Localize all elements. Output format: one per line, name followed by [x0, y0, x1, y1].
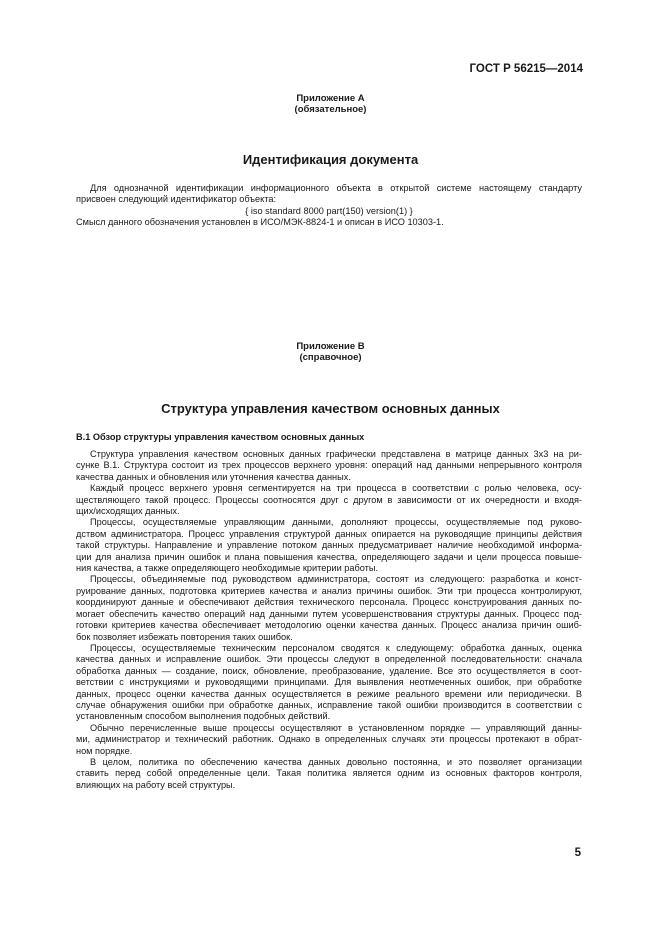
appendix-a-body: [76, 183, 582, 229]
text-line: ния качества, а также определяющего необходимые критерии работы.: [76, 563, 379, 574]
text-line: данных, процесс оценки качества данных осуществляется в режиме реального времени или периодически. В: [76, 688, 582, 699]
text-line: качества данных и исправление ошибок. Эти процессы следуют в определенной последовательности: сначала: [76, 654, 582, 665]
text-line: Процессы, осуществляемые техническим персоналом сводятся к следующему: обработка данных, оценка: [90, 642, 582, 653]
text-line: обработка данных — создание, поиск, обновление, преобразование, удаление. Все это осуществляется в соот-: [76, 665, 582, 676]
text-line: щих/исходящих данных.: [76, 506, 180, 517]
text-line: бок позволяет избежать повторения таких ошибок.: [76, 631, 293, 642]
standard-number: ГОСТ Р 56215—2014: [469, 63, 583, 75]
appendix-b-title: Приложение В: [296, 341, 365, 352]
text-line: присвоен следующий идентификатор объекта:: [76, 194, 277, 205]
appendix-b-heading: Структура управления качеством основных данных: [161, 401, 500, 416]
text-line: руирование данных, подготовка критериев качества и анализ причины ошибок. Эти три процесса контролируют,: [76, 585, 582, 596]
text-line: сунке В.1. Структура состоит из трех процессов верхнего уровня: операций над данными непрерывного контроля: [76, 460, 582, 471]
text-line: Процессы, осуществляемые управляющим данными, дополняют процессы, осуществляемые под руково-: [90, 517, 582, 528]
text-line: качества данных и обновления или уточнения качества данных.: [76, 471, 351, 482]
appendix-b-status: (справочное): [299, 352, 362, 363]
text-line: Каждый процесс верхнего уровня сегментируется на три процесса в соответствии с ролью человека, осу-: [90, 483, 582, 494]
text-line: ном порядке.: [76, 745, 133, 756]
text-line: Процессы, объединяемые под руководством администратора, состоят из следующего: разработка и конст-: [90, 574, 582, 585]
text-line: ции для анализа причин ошибок и плана повышения качества, определяющего задачи и цели процесса повыше-: [76, 551, 582, 562]
text-line: координируют данные и обеспечивают действия технического персонала. Процесс конструирования данных по-: [76, 597, 582, 608]
appendix-b-body: [76, 449, 582, 791]
object-identifier: { iso standard 8000 part(150) version(1) }: [245, 205, 413, 216]
text-line: ми, администратор и технический работник. Однако в определенных случаях эти процессы протекают в обрат-: [76, 734, 582, 745]
appendix-a-title: Приложение А: [296, 93, 365, 104]
section-b1-heading: В.1 Обзор структуры управления качеством основных данных: [76, 432, 365, 442]
text-line: ществляющего такой процесс. Процессы соотносятся друг с другом в зависимости от их очередности и входя-: [76, 494, 582, 505]
text-line: случае обнаружения ошибки при обработке данных, исправление такой ошибки производится в соответствии с: [76, 699, 582, 710]
text-line: могает обеспечить качество операций над данными путем усовершенствования структуры данных. Процесс под-: [76, 608, 582, 619]
text-line: Для однозначной идентификации информационного объекта в открытой системе настоящему стандарту: [90, 183, 582, 193]
text-line: такой структуры. Направление и управление потоком данных предусматривает наличие необходимой информа-: [76, 540, 582, 551]
text-line: влияющих на работу всей структуры.: [76, 779, 236, 790]
appendix-a-status: (обязательное): [294, 104, 367, 115]
text-line: готовки критериев качества обеспечивает методологию оценки качества данных. Процесс анализа причин ошиб-: [76, 620, 582, 631]
text-line: В целом, политика по обеспечению качества данных довольно постоянна, и это позволяет организации: [90, 756, 582, 767]
text-line: Смысл данного обозначения установлен в ИСО/МЭК-8824-1 и описан в ИСО 10303-1.: [76, 217, 444, 228]
page-number: 5: [574, 847, 581, 859]
text-line: Структура управления качеством основных данных графически представлена в матрице данных 3х3 на ри-: [90, 449, 582, 459]
text-line: Обычно перечисленные выше процессы осуществляют в установленном порядке — управляющий данны-: [90, 722, 582, 733]
text-line: ветствии с инструкциями и руководящими принципами. Для выявления неотмеченных ошибок, при обработке: [76, 677, 582, 688]
text-line: установленным способом выполнения подобных действий.: [76, 711, 331, 722]
text-line: ставить перед собой определенные цели. Такая политика является одним из основных факторов контроля,: [76, 768, 582, 779]
text-line: дством администратора. Процесс управления структурой данных опирается на руководящие принципы действия: [76, 528, 582, 539]
appendix-a-heading: Идентификация документа: [242, 152, 419, 167]
